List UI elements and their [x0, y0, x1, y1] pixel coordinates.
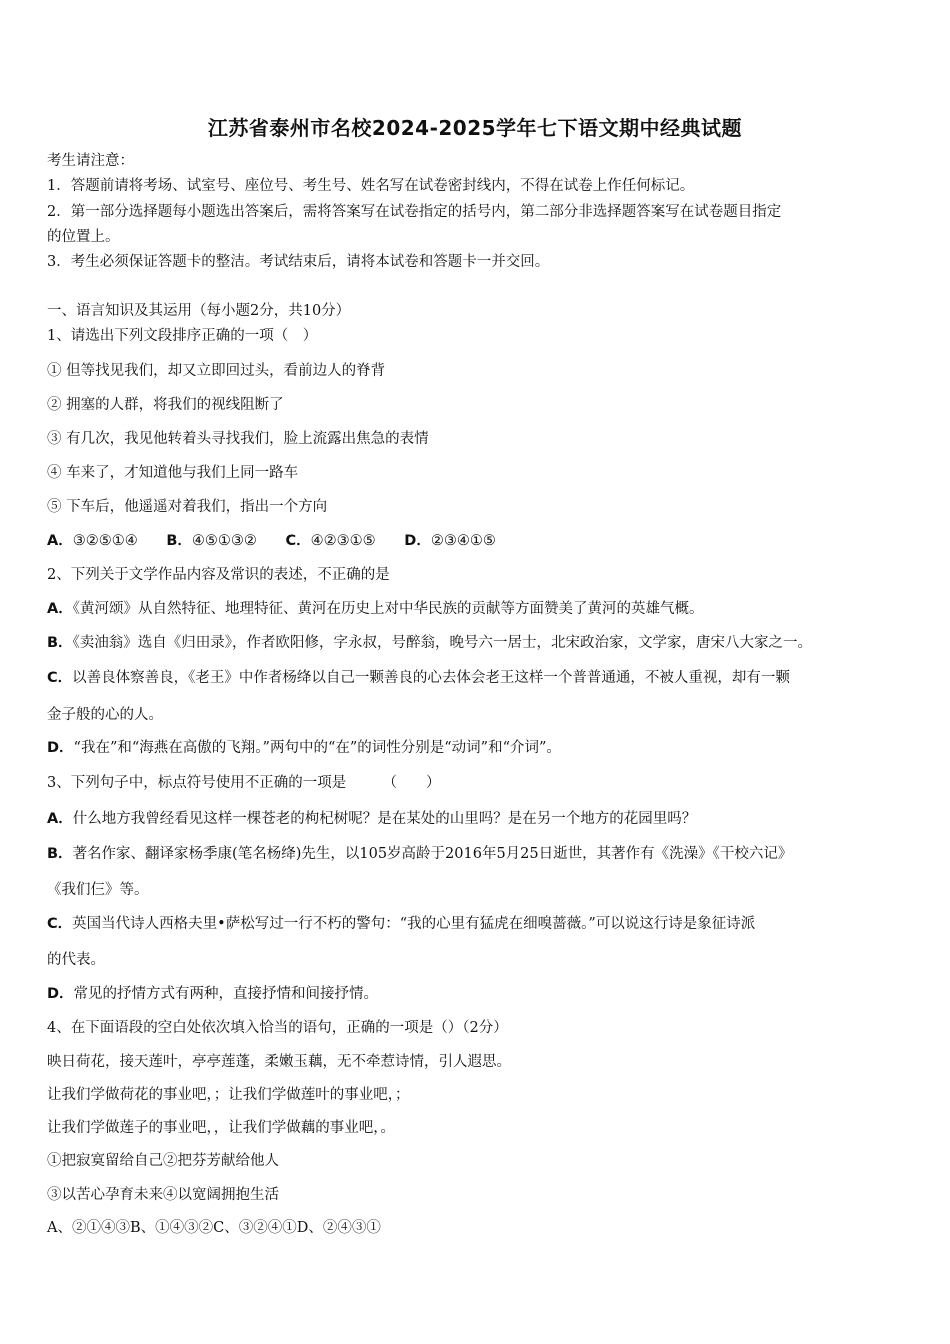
q1-stem: 1、请选出下列文段排序正确的一项（ ）	[47, 328, 318, 344]
notice-item-3: 3．考生必须保证答题卡的整洁。考试结束后，请将本试卷和答题卡一并交回。	[47, 254, 550, 270]
q3-stem: 3、下列句子中，标点符号使用不正确的一项是 （ ）	[47, 775, 441, 791]
q3-option-c-cont: 的代表。	[47, 952, 105, 968]
notice-heading: 考生请注意：	[47, 153, 134, 169]
q2-option-d-label: D．	[47, 740, 74, 756]
page-title: 江苏省泰州市名校2024-2025学年七下语文期中经典试题	[207, 116, 743, 140]
q3-option-c	[47, 914, 755, 934]
q1-option-a-text: ③②⑤①④	[72, 533, 138, 549]
q2-option-c-cont: 金子般的心的人。	[47, 707, 163, 723]
notice-item-2-cont: 的位置上。	[47, 229, 120, 245]
q4-line-1: 映日荷花，接天莲叶，亭亭莲蓬，柔嫩玉藕，无不牵惹诗情，引人遐思。	[47, 1054, 511, 1070]
q2-option-a-label: A．	[47, 601, 73, 617]
q2-option-b	[47, 633, 812, 653]
q3-option-d-label: D．	[47, 986, 74, 1002]
q3-option-a-text: 什么地方我曾经看见这样一棵苍老的枸杞树呢？是在某处的山里吗？是在另一个地方的花园里吗？	[72, 811, 697, 827]
q1-option-c-text: ④②③①⑤	[310, 533, 376, 549]
q1-options	[47, 531, 520, 551]
q3-option-c-label: C．	[47, 916, 73, 932]
q4-line-5: ③以苦心孕育未来④以宽阔拥抱生活	[47, 1187, 279, 1203]
q1-option-b	[166, 531, 257, 551]
q1-sentence-2: ② 拥塞的人群，将我们的视线阻断了	[47, 397, 284, 413]
q2-option-c-label: C．	[47, 670, 73, 686]
q1-option-a	[47, 531, 138, 551]
notice-item-1: 1．答题前请将考场、试室号、座位号、考生号、姓名写在试卷密封线内，不得在试卷上作任何标记。	[47, 178, 695, 194]
q4-options: A、②①④③B、①④③②C、③②④①D、②④③①	[47, 1220, 381, 1236]
q1-option-c	[286, 531, 376, 551]
q2-option-d-text: “我在”和“海燕在高傲的飞翔。”两句中的“在”的词性分别是“动词”和“介词”。	[73, 740, 561, 756]
q2-option-c-text: 以善良体察善良，《老王》中作者杨绛以自己一颗善良的心去体会老王这样一个普普通通，不被人重视，却有一颗	[72, 670, 790, 686]
q2-option-c	[47, 668, 790, 688]
q1-option-a-label: A．	[47, 533, 73, 549]
q1-option-c-label: C．	[285, 533, 311, 549]
notice-item-2: 2．第一部分选择题每小题选出答案后，需将答案写在试卷指定的括号内，第二部分非选择题答案写在试卷题目指定	[47, 204, 782, 220]
q4-line-3: 让我们学做莲子的事业吧，，让我们学做藕的事业吧，。	[47, 1120, 395, 1136]
q2-option-d	[47, 738, 561, 758]
q3-option-b	[47, 844, 792, 864]
q3-option-c-text: 英国当代诗人西格夫里•萨松写过一行不朽的警句：“我的心里有猛虎在细嗅蔷薇。”可以说这行诗是象征诗派	[72, 916, 756, 932]
q3-option-d	[47, 984, 378, 1004]
q3-option-b-text: 著名作家、翻译家杨季康(笔名杨绛)先生，以105岁高龄于2016年5月25日逝世，其著作有《洗澡》《干校六记》	[72, 846, 793, 862]
q1-sentence-4: ④ 车来了，才知道他与我们上同一路车	[47, 465, 299, 481]
q2-option-b-label: B．	[47, 635, 73, 651]
q4-line-2: 让我们学做荷花的事业吧，；让我们学做莲叶的事业吧，；	[47, 1087, 410, 1103]
q1-option-d	[404, 531, 496, 551]
q1-sentence-1: ① 但等找见我们，却又立即回过头，看前边人的脊背	[47, 363, 386, 379]
q1-sentence-3: ③ 有几次，我见他转着头寻找我们，脸上流露出焦急的表情	[47, 431, 429, 447]
q2-stem: 2、下列关于文学作品内容及常识的表述，不正确的是	[47, 567, 390, 583]
q3-option-a-label: A．	[47, 811, 73, 827]
q4-stem: 4、在下面语段的空白处依次填入恰当的语句，正确的一项是（）（2分）	[47, 1020, 508, 1036]
q3-option-a	[47, 809, 696, 829]
q2-option-a-text: 《黄河颂》从自然特征、地理特征、黄河在历史上对中华民族的贡献等方面赞美了黄河的英雄气概。	[72, 601, 704, 617]
q1-sentence-5: ⑤ 下车后，他遥遥对着我们，指出一个方向	[47, 499, 328, 515]
q3-option-b-cont: 《我们仨》等。	[47, 882, 149, 898]
q1-option-d-text: ②③④①⑤	[430, 533, 496, 549]
q3-option-b-label: B．	[47, 846, 73, 862]
q1-option-b-label: B．	[166, 533, 192, 549]
q1-option-d-label: D．	[404, 533, 431, 549]
q3-option-d-text: 常见的抒情方式有两种，直接抒情和间接抒情。	[73, 986, 379, 1002]
q2-option-a	[47, 599, 703, 619]
q1-option-b-text: ④⑤①③②	[191, 533, 257, 549]
q2-option-b-text: 《卖油翁》选自《归田录》，作者欧阳修，字永叔，号醉翁，晚号六一居士，北宋政治家，文学家，唐宋八大家之一。	[72, 635, 813, 651]
section-heading: 一、语言知识及其运用（每小题2分，共10分）	[47, 303, 351, 319]
q4-line-4: ①把寂寞留给自己②把芬芳献给他人	[47, 1153, 279, 1169]
